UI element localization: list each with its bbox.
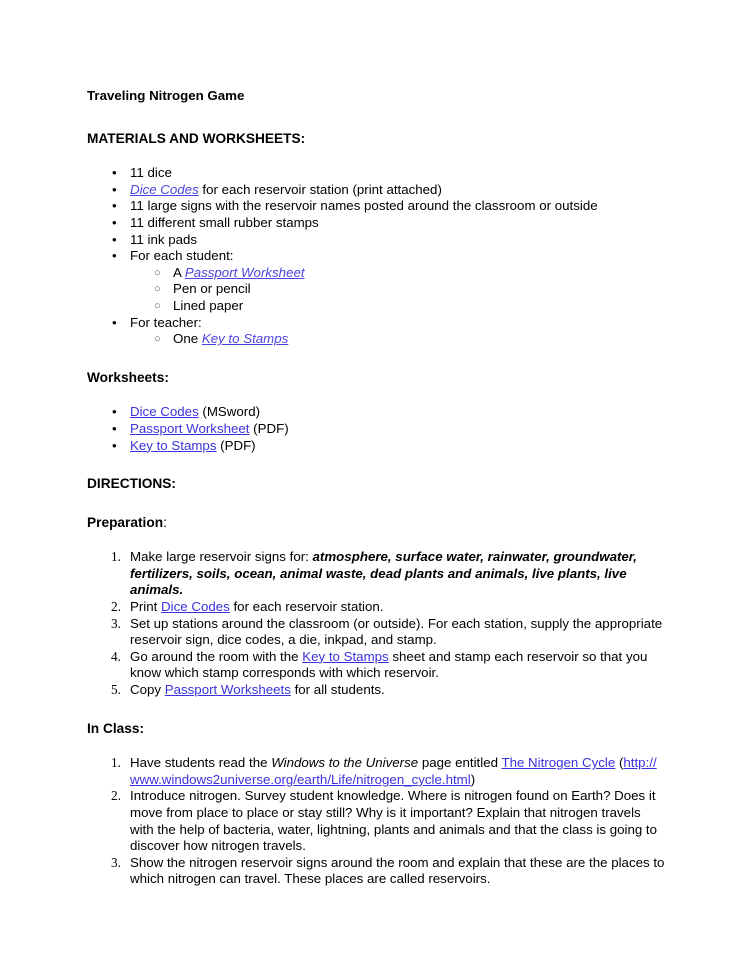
list-item [87, 248, 665, 265]
list-item-suffix: (PDF) [216, 437, 256, 453]
step-text-suffix: sheet and stamp each reservoir so that you know which stamp corresponds with which reservoir. [130, 648, 648, 681]
circle-bullet-icon: ○ [154, 283, 161, 296]
list-item [87, 265, 665, 282]
list-item-text: for each reservoir station (print attached) [198, 181, 442, 197]
list-item [87, 182, 665, 199]
materials-list [87, 165, 665, 265]
list-item [87, 232, 665, 249]
spacer [87, 386, 665, 404]
spacer [87, 493, 665, 515]
circle-bullet-icon: ○ [154, 266, 161, 279]
link-the-nitrogen-cycle[interactable]: The Nitrogen Cycle [501, 755, 616, 771]
spacer [87, 454, 665, 476]
worksheets-list [87, 404, 665, 454]
step-text: Set up stations around the classroom (or outside). For each station, supply the appropriate reservoir sign, dice codes, a die, inkpad, and stamp. [130, 615, 663, 648]
list-item-prefix: One [173, 331, 202, 347]
list-item [87, 298, 665, 315]
list-item [87, 755, 665, 788]
list-item-text: 11 ink pads [130, 231, 198, 247]
section-heading-materials: MATERIALS AND WORKSHEETS: [87, 130, 306, 146]
list-item-prefix: A [173, 264, 185, 280]
step-text: Introduce nitrogen. Survey student knowledge. Where is nitrogen found on Earth? Does it move from place to place or stay still? Why is it important? Explain that nitrogen travels with the help of bacteria, water, lightning, plants and animals and that the class is going to discover how nitrogen travels. [130, 788, 658, 854]
bullet-icon: • [112, 420, 117, 436]
list-item [87, 788, 665, 854]
link-dice-codes-msword[interactable]: Dice Codes [130, 404, 199, 420]
link-passport-worksheet[interactable]: Passport Worksheet [184, 264, 305, 280]
list-item-text: 11 dice [130, 165, 172, 181]
bullet-icon: • [112, 181, 117, 197]
section-heading-directions: DIRECTIONS: [87, 476, 176, 492]
list-item [87, 315, 665, 332]
step-text-mid: page entitled [418, 755, 502, 771]
step-text-prefix: Copy [130, 682, 165, 698]
student-sub-list [87, 265, 665, 315]
bullet-icon: • [112, 314, 117, 330]
spacer [87, 348, 665, 370]
section-heading-preparation [87, 515, 665, 532]
paren-open: ( [615, 755, 624, 771]
link-passport-worksheet-pdf[interactable]: Passport Worksheet [130, 420, 250, 436]
step-text-suffix: for each reservoir station. [229, 599, 384, 615]
list-item-text: Lined paper [173, 297, 244, 313]
document-body [87, 88, 665, 888]
link-key-to-stamps-pdf[interactable]: Key to Stamps [130, 437, 217, 453]
section-heading-worksheets: Worksheets: [87, 369, 169, 385]
spacer [87, 699, 665, 721]
list-item [87, 198, 665, 215]
list-item-suffix: (PDF) [249, 420, 289, 436]
bullet-icon: • [112, 214, 117, 230]
spacer [87, 531, 665, 549]
circle-bullet-icon: ○ [154, 333, 161, 346]
list-number: 2. [111, 788, 121, 804]
list-item-suffix: (MSword) [198, 404, 261, 420]
section-heading-in-class: In Class: [87, 720, 145, 736]
list-item [87, 421, 665, 438]
link-nitrogen-cycle-url[interactable]: http://www.windows2universe.org/earth/Life/nitrogen_cycle.html [130, 755, 657, 787]
bullet-icon: • [112, 248, 117, 264]
list-item [87, 599, 665, 616]
step-text-prefix: Print [130, 599, 162, 615]
link-key-to-stamps[interactable]: Key to Stamps [201, 331, 289, 347]
list-item-text: For each student: [130, 248, 234, 264]
list-number: 1. [111, 755, 121, 771]
list-item-text: 11 different small rubber stamps [130, 214, 319, 230]
preparation-colon: : [163, 514, 167, 530]
list-item [87, 438, 665, 455]
link-key-to-stamps-step[interactable]: Key to Stamps [302, 648, 389, 664]
list-item [87, 215, 665, 232]
list-item [87, 549, 665, 599]
bullet-icon: • [112, 165, 117, 181]
list-item-text: 11 large signs with the reservoir names posted around the classroom or outside [130, 198, 598, 214]
list-item [87, 281, 665, 298]
preparation-steps [87, 549, 665, 698]
teacher-sub-list [87, 331, 665, 348]
list-item-text: Pen or pencil [173, 281, 251, 297]
link-dice-codes[interactable]: Dice Codes [130, 181, 199, 197]
list-number: 3. [111, 854, 121, 870]
paren-close: ) [470, 771, 476, 787]
spacer [87, 737, 665, 755]
in-class-steps [87, 755, 665, 888]
page-title: Traveling Nitrogen Game [87, 88, 245, 103]
bullet-icon: • [112, 231, 117, 247]
list-item [87, 331, 665, 348]
step-text-prefix: Make large reservoir signs for: [130, 549, 313, 565]
list-number: 3. [111, 615, 121, 631]
step-text-prefix: Have students read the [130, 755, 272, 771]
bullet-icon: • [112, 404, 117, 420]
step-text-reservoirs: atmosphere, surface water, rainwater, groundwater, fertilizers, soils, ocean, animal waste, dead plants and animals, live plants, live animals. [130, 549, 637, 598]
step-text: Show the nitrogen reservoir signs around the room and explain that these are the places to which nitrogen can travel. These places are called reservoirs. [130, 854, 665, 887]
list-item [87, 404, 665, 421]
link-passport-worksheets-step[interactable]: Passport Worksheets [164, 682, 291, 698]
circle-bullet-icon: ○ [154, 299, 161, 312]
step-text-italic-title: Windows to the Universe [271, 755, 419, 771]
list-item-text: For teacher: [130, 314, 202, 330]
materials-list-teacher [87, 315, 665, 332]
list-number: 5. [111, 682, 121, 698]
list-item [87, 649, 665, 682]
step-text-prefix: Go around the room with the [130, 648, 303, 664]
bullet-icon: • [112, 437, 117, 453]
step-text-suffix: for all students. [290, 682, 385, 698]
list-number: 4. [111, 648, 121, 664]
list-number: 2. [111, 599, 121, 615]
list-item [87, 165, 665, 182]
preparation-label: Preparation [87, 514, 164, 530]
list-item [87, 855, 665, 888]
bullet-icon: • [112, 198, 117, 214]
list-item [87, 682, 665, 699]
list-number: 1. [111, 549, 121, 565]
spacer [87, 105, 665, 131]
spacer [87, 147, 665, 165]
link-dice-codes-step[interactable]: Dice Codes [161, 599, 230, 615]
list-item [87, 616, 665, 649]
